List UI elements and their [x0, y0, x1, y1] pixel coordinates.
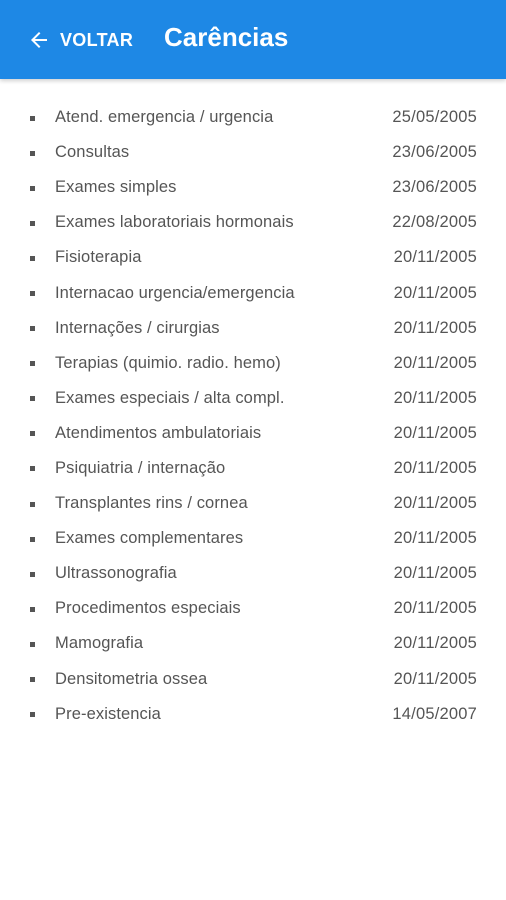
carencia-date: 20/11/2005 [393, 388, 477, 407]
bullet-icon [30, 466, 35, 471]
bullet-icon [30, 712, 35, 717]
bullet-icon [30, 677, 35, 682]
list-item [0, 346, 506, 381]
list-item [0, 626, 506, 661]
app-bar [0, 0, 506, 79]
page-title: Carências [164, 22, 289, 52]
bullet-icon [30, 607, 35, 612]
bullet-icon [30, 221, 35, 226]
bullet-icon [30, 537, 35, 542]
carencia-date: 20/11/2005 [393, 599, 477, 618]
carencia-label: Exames laboratoriais hormonais [55, 213, 294, 232]
carencia-label: Internações / cirurgias [55, 318, 220, 337]
carencia-date: 20/11/2005 [393, 669, 477, 688]
bullet-icon [30, 256, 35, 261]
arrow-left-icon [27, 28, 51, 52]
carencia-label: Exames simples [55, 178, 177, 197]
carencia-date: 20/11/2005 [393, 494, 477, 513]
carencia-label: Exames complementares [55, 529, 244, 548]
back-label: VOLTAR [60, 29, 134, 50]
carencia-date: 23/06/2005 [392, 178, 477, 197]
carencia-date: 20/11/2005 [393, 634, 477, 653]
carencia-date: 20/11/2005 [393, 283, 477, 302]
carencia-label: Transplantes rins / cornea [55, 494, 248, 513]
bullet-icon [30, 291, 35, 296]
bullet-icon [30, 642, 35, 647]
bullet-icon [30, 502, 35, 507]
list-item [0, 416, 506, 451]
bullet-icon [30, 396, 35, 401]
carencia-label: Densitometria ossea [55, 669, 208, 688]
bullet-icon [30, 116, 35, 121]
carencia-date: 22/08/2005 [392, 213, 477, 232]
carencia-date: 20/11/2005 [393, 248, 477, 267]
list-item [0, 381, 506, 416]
list-item [0, 240, 506, 275]
carencia-date: 20/11/2005 [393, 564, 477, 583]
carencia-label: Mamografia [55, 634, 144, 653]
carencia-label: Ultrassonografia [55, 564, 177, 583]
list-item [0, 170, 506, 205]
bullet-icon [30, 151, 35, 156]
list-item [0, 451, 506, 486]
list-item [0, 311, 506, 346]
carencia-date: 20/11/2005 [393, 423, 477, 442]
list-item [0, 275, 506, 310]
carencia-date: 25/05/2005 [392, 108, 477, 127]
carencia-label: Fisioterapia [55, 248, 142, 267]
carencia-label: Psiquiatria / internação [55, 458, 226, 477]
carencia-date: 20/11/2005 [393, 353, 477, 372]
bullet-icon [30, 186, 35, 191]
list-item [0, 662, 506, 697]
carencia-date: 20/11/2005 [393, 458, 477, 477]
list-item [0, 486, 506, 521]
list-item [0, 135, 506, 170]
list-item [0, 100, 506, 135]
bullet-icon [30, 326, 35, 331]
carencia-label: Atend. emergencia / urgencia [55, 108, 274, 127]
bullet-icon [30, 361, 35, 366]
carencia-label: Exames especiais / alta compl. [55, 388, 285, 407]
carencia-label: Internacao urgencia/emergencia [55, 283, 295, 302]
carencia-label: Terapias (quimio. radio. hemo) [55, 353, 281, 372]
carencias-list [0, 100, 506, 732]
carencia-date: 20/11/2005 [393, 529, 477, 548]
bullet-icon [30, 572, 35, 577]
carencia-date: 20/11/2005 [393, 318, 477, 337]
list-item [0, 591, 506, 626]
back-button[interactable] [27, 26, 133, 54]
carencia-date: 14/05/2007 [392, 704, 477, 723]
list-item [0, 697, 506, 732]
bullet-icon [30, 431, 35, 436]
list-item [0, 556, 506, 591]
carencia-label: Procedimentos especiais [55, 599, 241, 618]
carencia-date: 23/06/2005 [392, 143, 477, 162]
list-item [0, 521, 506, 556]
carencia-label: Consultas [55, 143, 130, 162]
carencia-label: Pre-existencia [55, 704, 161, 723]
list-item [0, 205, 506, 240]
carencia-label: Atendimentos ambulatoriais [55, 423, 262, 442]
